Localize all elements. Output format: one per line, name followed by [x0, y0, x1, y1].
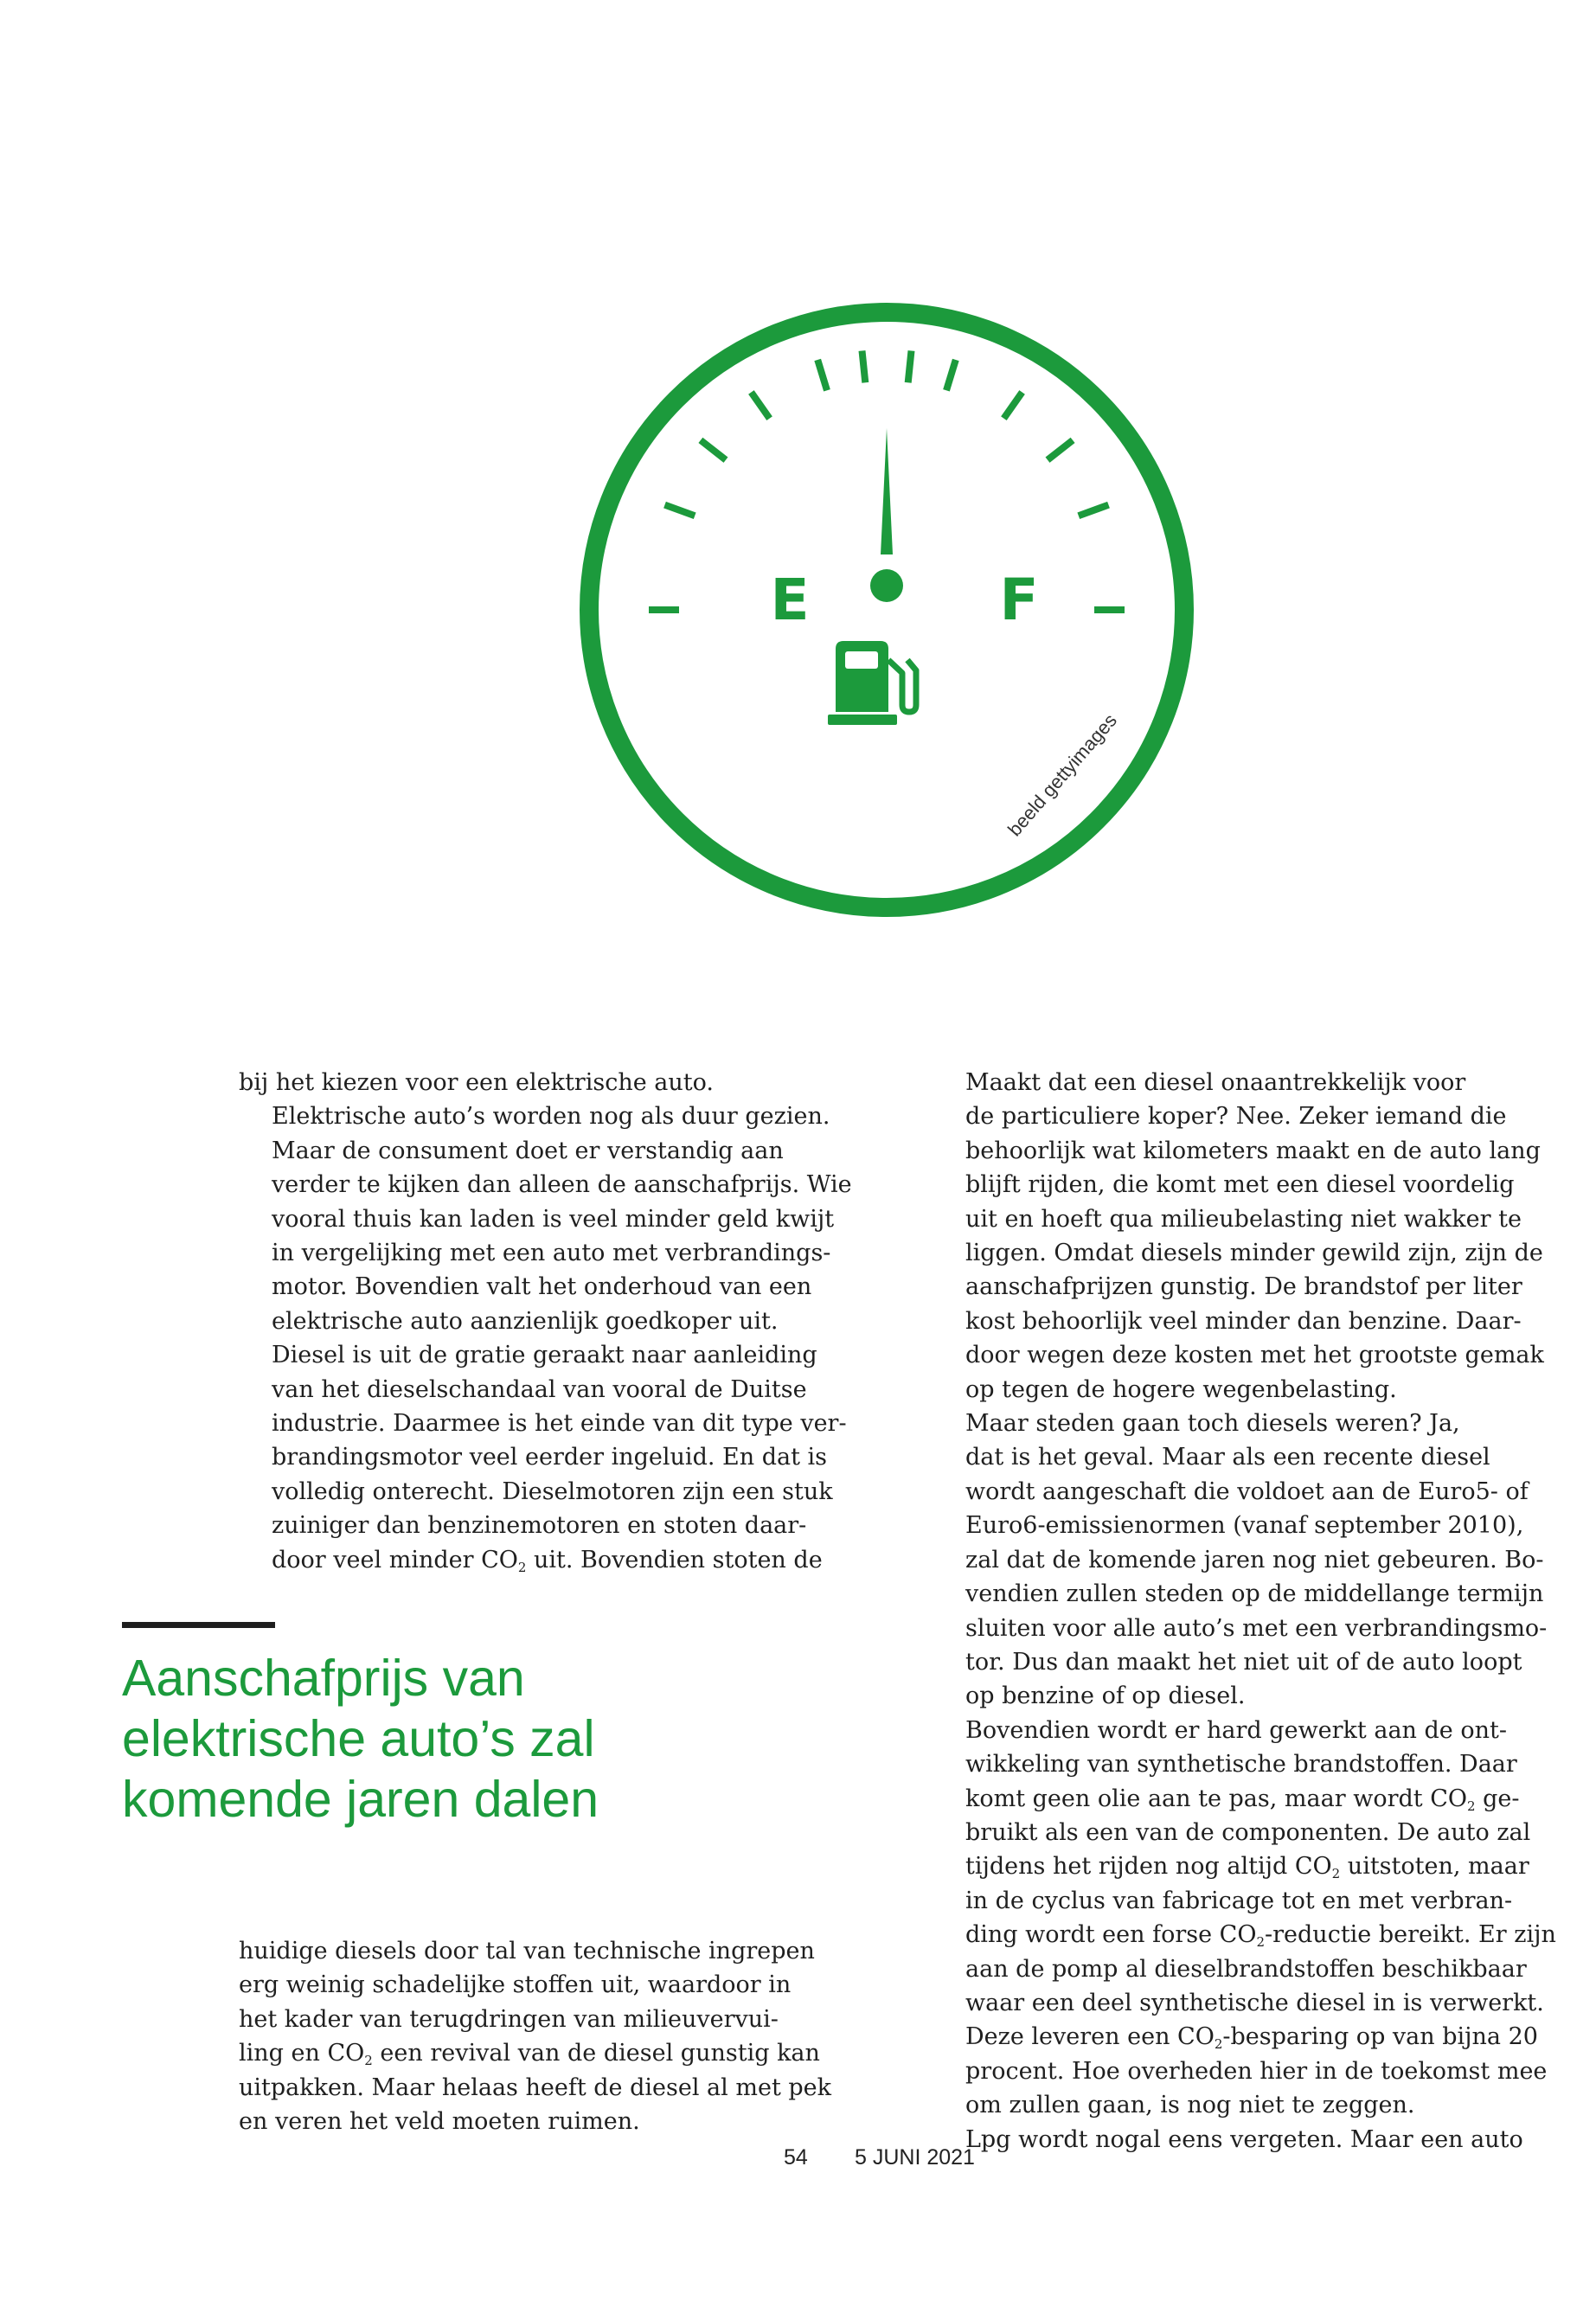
text-line: waar een deel synthetische diesel in is verwerkt.: [965, 1989, 1544, 2016]
text-line: in vergelijking met een auto met verbrandings-: [272, 1240, 831, 1267]
text-line: motor. Bovendien valt het onderhoud van een: [272, 1273, 812, 1301]
text-line: aanschafprijzen gunstig. De brandstof per liter: [965, 1273, 1522, 1301]
text-line: Bovendien wordt er hard gewerkt aan de ont-: [965, 1716, 1507, 1744]
text-line: Lpg wordt nogal eens vergeten. Maar een auto: [965, 2125, 1523, 2153]
paragraph: [933, 1407, 1548, 1714]
text-line: Maar steden gaan toch diesels weren? Ja,: [965, 1410, 1460, 1438]
text-line: brandingsmotor veel eerder ingeluid. En dat is: [272, 1444, 828, 1471]
paragraph: [239, 1099, 852, 1338]
article-column-left-top: [239, 1066, 852, 1577]
gauge-tick: [817, 360, 827, 390]
photo-credit: beeld gettyimages: [1003, 709, 1122, 841]
text-line: bruikt als een van de componenten. De auto zal: [965, 1818, 1531, 1846]
text-line: kost behoorlijk veel minder dan benzine. Daar-: [965, 1307, 1522, 1335]
text-line: door veel minder $CO_2$ uit. Bovendien stoten de: [272, 1546, 823, 1575]
text-line: aan de pomp al dieselbrandstoffen beschikbaar: [965, 1955, 1527, 1983]
article-column-right: [933, 1066, 1556, 2157]
gauge-tick: [701, 440, 726, 460]
gauge-tick: [862, 351, 866, 383]
text-line: in de cyclus van fabricage tot en met verbran-: [965, 1887, 1513, 1914]
gauge-tick: [665, 505, 695, 516]
pull-quote: [122, 1648, 745, 1830]
pull-quote-rule: [122, 1622, 275, 1628]
text-line: bij het kiezen voor een elektrische auto.: [239, 1069, 714, 1096]
fuel-gauge-illustration: [575, 298, 1198, 921]
text-line: liggen. Omdat diesels minder gewild zijn, zijn de: [965, 1240, 1543, 1267]
text-line: uit en hoeft qua milieubelasting niet wakker te: [965, 1205, 1522, 1233]
gauge-full-label: F: [999, 567, 1039, 633]
article-column-left-bottom: [239, 1934, 831, 2138]
gauge-tick: [946, 360, 956, 390]
paragraph: [933, 2123, 1523, 2157]
paragraph: [933, 1066, 1544, 1407]
pull-quote-line: elektrische auto’s zal: [122, 1710, 595, 1767]
text-line: blijft rijden, die komt met een diesel voordelig: [965, 1171, 1515, 1199]
paragraph: [933, 1714, 1556, 2123]
text-line: komt geen olie aan te pas, maar wordt $CO_2$ ge-: [965, 1785, 1520, 1814]
text-line: van het dieselschandaal van vooral de Duitse: [272, 1375, 807, 1403]
text-line: wordt aangeschaft die voldoet aan de Euro5- of: [965, 1477, 1529, 1505]
text-line: Diesel is uit de gratie geraakt naar aanleiding: [272, 1342, 817, 1369]
paragraph: [239, 1934, 831, 2138]
gauge-pivot: [870, 569, 903, 602]
text-line: de particuliere koper? Nee. Zeker iemand die: [965, 1103, 1507, 1131]
text-line: tijdens het rijden nog altijd $CO_2$ uitstoten, maar: [965, 1853, 1529, 1882]
text-line: verder te kijken dan alleen de aanschafprijs. Wie: [272, 1171, 852, 1199]
text-line: tor. Dus dan maakt het niet uit of de auto loopt: [965, 1648, 1522, 1676]
text-line: elektrische auto aanzienlijk goedkoper uit.: [272, 1307, 779, 1335]
fuel-pump-icon: [828, 641, 916, 725]
text-line: procent. Hoe overheden hier in de toekomst mee: [965, 2057, 1548, 2085]
pull-quote-line: komende jaren dalen: [122, 1771, 599, 1828]
gauge-tick: [751, 392, 769, 418]
text-line: Deze leveren een $CO_2$-besparing op van bijna 20: [965, 2023, 1538, 2053]
text-line: dat is het geval. Maar als een recente diesel: [965, 1444, 1490, 1471]
text-line: vendien zullen steden op de middellange termijn: [965, 1580, 1544, 1608]
text-line: Maar de consument doet er verstandig aan: [272, 1137, 784, 1164]
text-line: zuiniger dan benzinemotoren en stoten daar-: [272, 1512, 807, 1540]
issue-date: 5 JUNI 2021: [855, 2145, 975, 2170]
gauge-needle: [881, 428, 893, 554]
text-line: door wegen deze kosten met het grootste gemak: [965, 1342, 1544, 1369]
text-line: op benzine of op diesel.: [965, 1682, 1246, 1710]
text-line: zal dat de komende jaren nog niet gebeuren. Bo-: [965, 1546, 1544, 1574]
text-line: ding wordt een forse $CO_2$-reductie bereikt. Er zijn: [965, 1921, 1556, 1951]
text-line: industrie. Daarmee is het einde van dit type ver-: [272, 1410, 847, 1438]
text-line: Euro6-emissienormen (vanaf september 2010),: [965, 1512, 1524, 1540]
text-line: Maakt dat een diesel onaantrekkelijk voor: [965, 1069, 1466, 1096]
text-line: Elektrische auto’s worden nog als duur gezien.: [272, 1103, 830, 1131]
text-line: sluiten voor alle auto’s met een verbrandingsmo-: [965, 1614, 1548, 1642]
text-line: het kader van terugdringen van milieuvervui-: [239, 2005, 779, 2033]
gauge-tick: [1048, 440, 1073, 460]
page-number: 54: [784, 2145, 808, 2170]
gauge-empty-label: E: [770, 567, 810, 633]
text-line: om zullen gaan, is nog niet te zeggen.: [965, 2092, 1415, 2119]
pull-quote-line: Aanschafprijs van: [122, 1650, 525, 1707]
text-line: en veren het veld moeten ruimen.: [239, 2108, 640, 2136]
text-line: op tegen de hogere wegenbelasting.: [965, 1375, 1397, 1403]
text-line: volledig onterecht. Dieselmotoren zijn een stuk: [272, 1477, 833, 1505]
text-line: uitpakken. Maar helaas heeft de diesel al met pek: [239, 2073, 831, 2101]
gauge-tick: [1003, 392, 1022, 418]
gauge-tick: [908, 351, 912, 383]
text-line: ling en $CO_2$ een revival van de diesel gunstig kan: [239, 2040, 820, 2069]
paragraph: [239, 1066, 792, 1099]
text-line: behoorlijk wat kilometers maakt en de auto lang: [965, 1137, 1541, 1164]
text-line: vooral thuis kan laden is veel minder geld kwijt: [272, 1205, 835, 1233]
text-line: erg weinig schadelijke stoffen uit, waardoor in: [239, 1971, 792, 1999]
gauge-tick: [1079, 505, 1109, 516]
text-line: wikkeling van synthetische brandstoffen. Daar: [965, 1751, 1517, 1779]
paragraph: [239, 1338, 847, 1577]
text-line: huidige diesels door tal van technische ingrepen: [239, 1938, 815, 1965]
